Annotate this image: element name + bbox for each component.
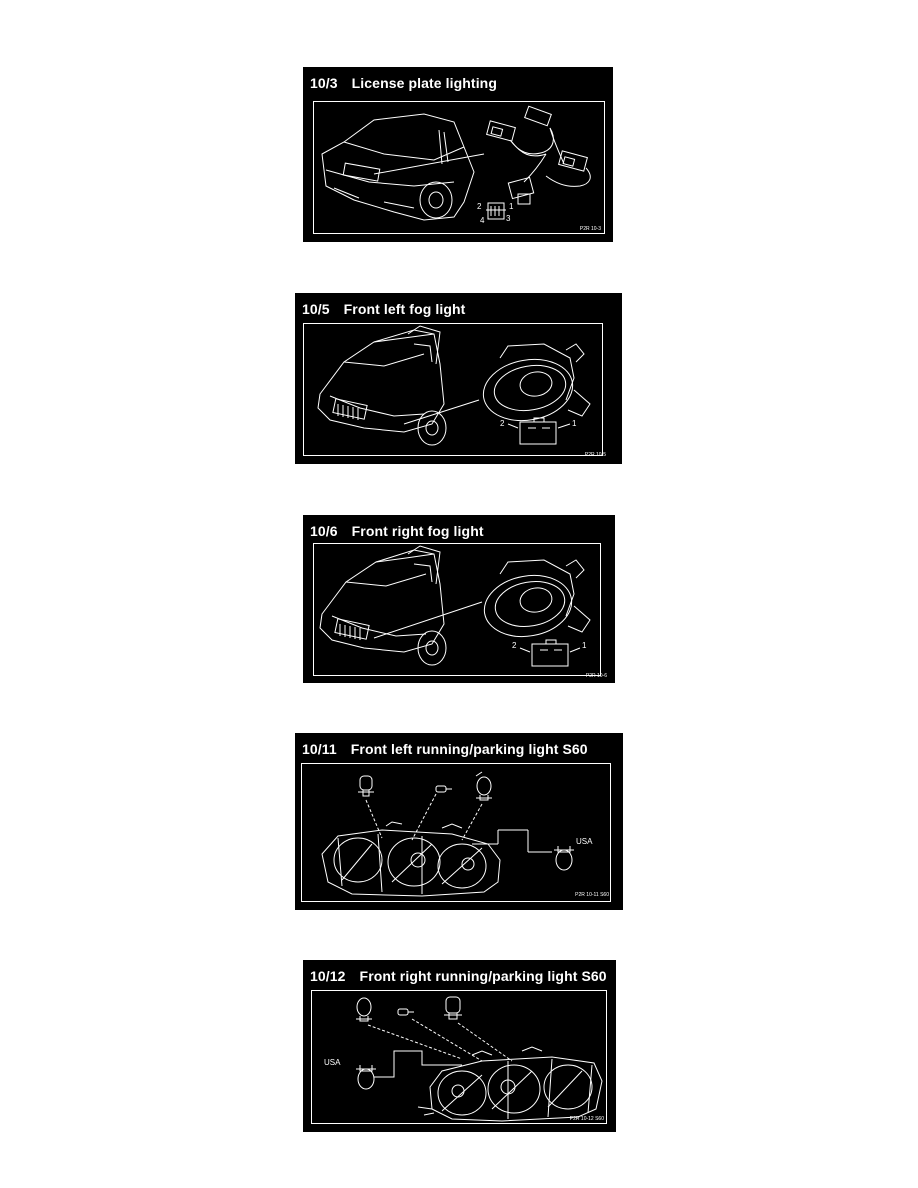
diagram-frame (301, 763, 611, 902)
diagram-frame (313, 543, 601, 676)
panel-title (310, 75, 497, 91)
diagram-frame (311, 990, 607, 1124)
panel-number: 10/11 (302, 741, 337, 757)
figure-code: P2R 10-3 (579, 226, 601, 232)
panel-heading: Front left running/parking light S60 (350, 741, 588, 757)
diagram-panel-front-right-fog (303, 515, 615, 683)
diagram-panel-front-left-fog (295, 293, 622, 464)
panel-title (302, 301, 465, 317)
pin-label: 2 (477, 202, 482, 211)
pin-label: 2 (500, 419, 505, 428)
pin-label: 1 (509, 202, 514, 211)
figure-code: P2R 10-6 (585, 673, 607, 679)
diagram-panel-front-left-running-light (295, 733, 623, 910)
market-label: USA (576, 837, 593, 846)
pin-label: 1 (572, 419, 577, 428)
pin-label: 4 (480, 216, 485, 225)
running-light-left-diagram (302, 764, 610, 901)
panel-title (302, 741, 588, 757)
panel-number: 10/6 (310, 523, 338, 539)
market-label: USA (324, 1058, 341, 1067)
panel-heading: Front right running/parking light S60 (359, 968, 607, 984)
license-plate-diagram (314, 102, 604, 233)
diagram-panel-front-right-running-light (303, 960, 616, 1132)
panel-heading: Front right fog light (351, 523, 484, 539)
pin-label: 1 (582, 641, 587, 650)
figure-code: P2R 10-12 S60 (569, 1116, 604, 1122)
pin-label: 3 (506, 214, 511, 223)
diagram-panel-license-plate (303, 67, 613, 242)
figure-code: P2R 10-5 (584, 452, 606, 458)
fog-light-left-diagram (304, 324, 602, 455)
diagram-frame (313, 101, 605, 234)
panel-heading: Front left fog light (343, 301, 466, 317)
panel-number: 10/5 (302, 301, 330, 317)
running-light-right-diagram (312, 991, 606, 1123)
figure-code: P2R 10-11 S60 (575, 892, 609, 898)
pin-label: 2 (512, 641, 517, 650)
fog-light-right-diagram (314, 544, 600, 675)
panel-number: 10/3 (310, 75, 338, 91)
panel-title (310, 523, 484, 539)
panel-number: 10/12 (310, 968, 346, 984)
panel-heading: License plate lighting (351, 75, 497, 91)
diagram-frame (303, 323, 603, 456)
panel-title (310, 968, 607, 984)
